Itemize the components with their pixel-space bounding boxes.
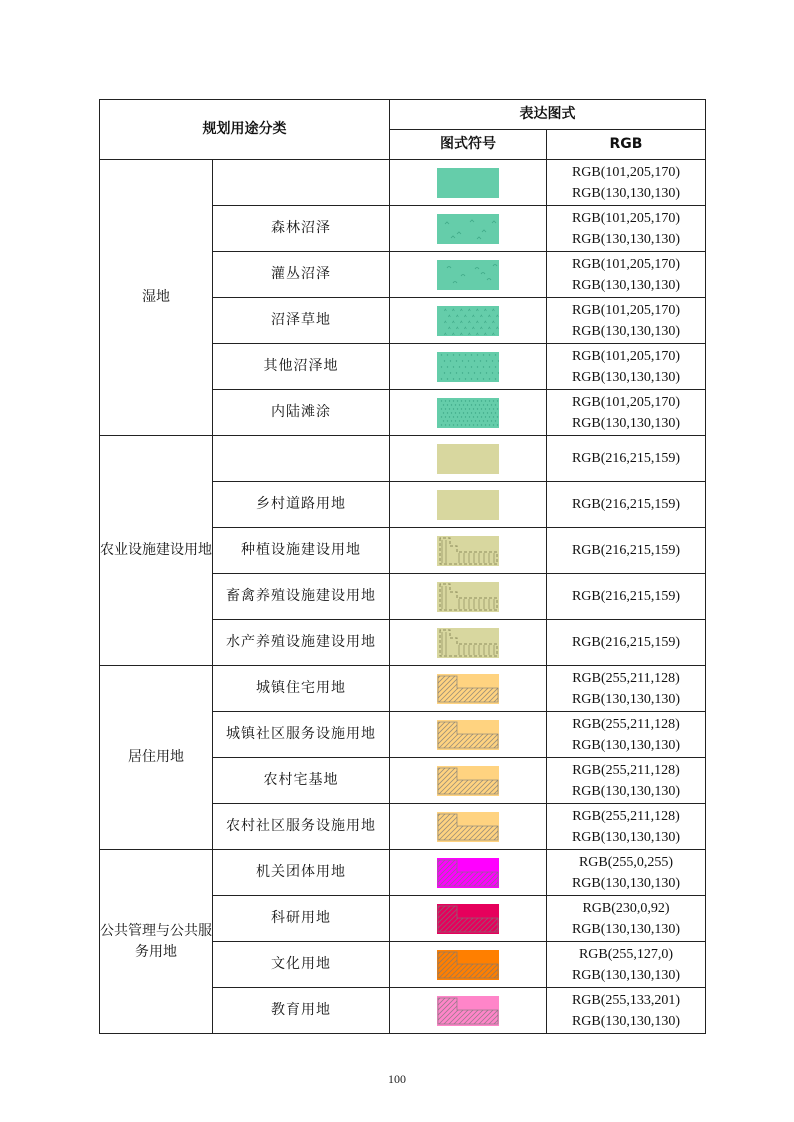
rgb-value: RGB(255,127,0) xyxy=(578,946,674,962)
rgb-value: RGB(101,205,170) xyxy=(571,348,681,364)
legend-swatch xyxy=(437,352,499,382)
rgb-value: RGB(216,215,159) xyxy=(571,543,681,558)
rgb-cell xyxy=(547,620,706,666)
rgb-value: RGB(101,205,170) xyxy=(571,164,681,180)
legend-swatch xyxy=(437,720,499,750)
category-cell: 居住用地 xyxy=(100,666,213,850)
symbol-cell xyxy=(390,344,547,390)
rgb-cell xyxy=(547,252,706,298)
legend-swatch xyxy=(437,490,499,520)
symbol-cell xyxy=(390,942,547,988)
legend-swatch xyxy=(437,260,499,290)
rgb-cell xyxy=(547,574,706,620)
rgb-value: RGB(101,205,170) xyxy=(571,256,681,272)
subcategory-cell: 城镇住宅用地 xyxy=(213,666,390,712)
legend-row xyxy=(100,160,706,206)
rgb-value: RGB(255,133,201) xyxy=(571,992,681,1008)
rgb-value: RGB(130,130,130) xyxy=(571,921,681,937)
symbol-cell xyxy=(390,298,547,344)
subcategory-cell: 种植设施建设用地 xyxy=(213,528,390,574)
legend-swatch xyxy=(437,766,499,796)
symbol-cell xyxy=(390,620,547,666)
subcategory-cell: 城镇社区服务设施用地 xyxy=(213,712,390,758)
legend-swatch xyxy=(437,536,499,566)
rgb-value: RGB(130,130,130) xyxy=(571,829,681,845)
rgb-cell xyxy=(547,712,706,758)
rgb-cell xyxy=(547,344,706,390)
page-number: 100 xyxy=(388,1072,406,1086)
symbol-cell xyxy=(390,896,547,942)
rgb-value: RGB(216,215,159) xyxy=(571,497,681,512)
symbol-header: 图式符号 xyxy=(390,130,547,160)
rgb-cell xyxy=(547,482,706,528)
rgb-value: RGB(216,215,159) xyxy=(571,635,681,650)
symbol-cell xyxy=(390,988,547,1034)
expression-header: 表达图式 xyxy=(390,100,706,130)
rgb-value: RGB(130,130,130) xyxy=(571,967,681,983)
subcategory-cell: 水产养殖设施建设用地 xyxy=(213,620,390,666)
subcategory-cell: 沼泽草地 xyxy=(213,298,390,344)
rgb-value: RGB(255,211,128) xyxy=(572,762,680,778)
rgb-value: RGB(216,215,159) xyxy=(571,451,681,466)
subcategory-cell: 其他沼泽地 xyxy=(213,344,390,390)
rgb-value: RGB(255,211,128) xyxy=(572,808,680,824)
rgb-cell xyxy=(547,988,706,1034)
rgb-cell xyxy=(547,160,706,206)
rgb-cell xyxy=(547,804,706,850)
rgb-value: RGB(230,0,92) xyxy=(582,900,670,916)
rgb-value: RGB(130,130,130) xyxy=(571,415,681,431)
rgb-value: RGB(130,130,130) xyxy=(571,323,681,339)
rgb-value: RGB(101,205,170) xyxy=(571,302,681,318)
legend-swatch xyxy=(437,628,499,658)
symbol-cell xyxy=(390,206,547,252)
legend-swatch xyxy=(437,950,499,980)
subcategory-cell: 教育用地 xyxy=(213,988,390,1034)
rgb-cell xyxy=(547,206,706,252)
subcategory-cell: 内陆滩涂 xyxy=(213,390,390,436)
rgb-value: RGB(101,205,170) xyxy=(571,210,681,226)
rgb-value: RGB(130,130,130) xyxy=(571,691,681,707)
subcategory-cell: 农村社区服务设施用地 xyxy=(213,804,390,850)
legend-swatch xyxy=(437,996,499,1026)
symbol-cell xyxy=(390,528,547,574)
subcategory-cell: 灌丛沼泽 xyxy=(213,252,390,298)
legend-swatch xyxy=(437,398,499,428)
legend-table-body xyxy=(100,160,706,1034)
rgb-value: RGB(101,205,170) xyxy=(571,394,681,410)
legend-row xyxy=(100,850,706,896)
legend-swatch xyxy=(437,214,499,244)
legend-swatch xyxy=(437,444,499,474)
subcategory-cell: 文化用地 xyxy=(213,942,390,988)
land-use-legend-table xyxy=(99,99,706,1034)
category-header: 规划用途分类 xyxy=(100,100,390,160)
rgb-cell xyxy=(547,436,706,482)
legend-swatch xyxy=(437,306,499,336)
rgb-value: RGB(255,211,128) xyxy=(572,670,680,686)
subcategory-cell: 农村宅基地 xyxy=(213,758,390,804)
subcategory-cell: 科研用地 xyxy=(213,896,390,942)
rgb-header: RGB xyxy=(547,130,706,160)
rgb-cell xyxy=(547,666,706,712)
rgb-value: RGB(216,215,159) xyxy=(571,589,681,604)
subcategory-cell: 森林沼泽 xyxy=(213,206,390,252)
symbol-cell xyxy=(390,804,547,850)
legend-table-header xyxy=(100,100,706,160)
rgb-cell xyxy=(547,528,706,574)
category-cell: 公共管理与公共服务用地 xyxy=(100,850,213,1034)
rgb-value: RGB(130,130,130) xyxy=(571,231,681,247)
rgb-value: RGB(130,130,130) xyxy=(571,277,681,293)
subcategory-cell: 畜禽养殖设施建设用地 xyxy=(213,574,390,620)
legend-swatch xyxy=(437,812,499,842)
subcategory-cell: 机关团体用地 xyxy=(213,850,390,896)
symbol-cell xyxy=(390,666,547,712)
legend-row xyxy=(100,666,706,712)
category-cell: 农业设施建设用地 xyxy=(100,436,213,666)
rgb-cell xyxy=(547,298,706,344)
rgb-value: RGB(130,130,130) xyxy=(571,185,681,201)
rgb-cell xyxy=(547,390,706,436)
symbol-cell xyxy=(390,574,547,620)
rgb-cell xyxy=(547,850,706,896)
symbol-cell xyxy=(390,482,547,528)
symbol-cell xyxy=(390,758,547,804)
symbol-cell xyxy=(390,436,547,482)
rgb-value: RGB(130,130,130) xyxy=(571,783,681,799)
rgb-cell xyxy=(547,942,706,988)
rgb-value: RGB(130,130,130) xyxy=(571,737,681,753)
legend-swatch xyxy=(437,168,499,198)
subcategory-cell xyxy=(213,436,390,482)
symbol-cell xyxy=(390,160,547,206)
rgb-value: RGB(255,211,128) xyxy=(572,716,680,732)
legend-swatch xyxy=(437,582,499,612)
rgb-cell xyxy=(547,896,706,942)
symbol-cell xyxy=(390,712,547,758)
legend-row xyxy=(100,436,706,482)
legend-swatch xyxy=(437,674,499,704)
rgb-value: RGB(130,130,130) xyxy=(571,1013,681,1029)
category-cell: 湿地 xyxy=(100,160,213,436)
rgb-value: RGB(130,130,130) xyxy=(571,369,681,385)
symbol-cell xyxy=(390,390,547,436)
rgb-value: RGB(255,0,255) xyxy=(578,854,674,870)
subcategory-cell xyxy=(213,160,390,206)
legend-swatch xyxy=(437,904,499,934)
legend-swatch xyxy=(437,858,499,888)
symbol-cell xyxy=(390,252,547,298)
rgb-value: RGB(130,130,130) xyxy=(571,875,681,891)
subcategory-cell: 乡村道路用地 xyxy=(213,482,390,528)
symbol-cell xyxy=(390,850,547,896)
rgb-cell xyxy=(547,758,706,804)
